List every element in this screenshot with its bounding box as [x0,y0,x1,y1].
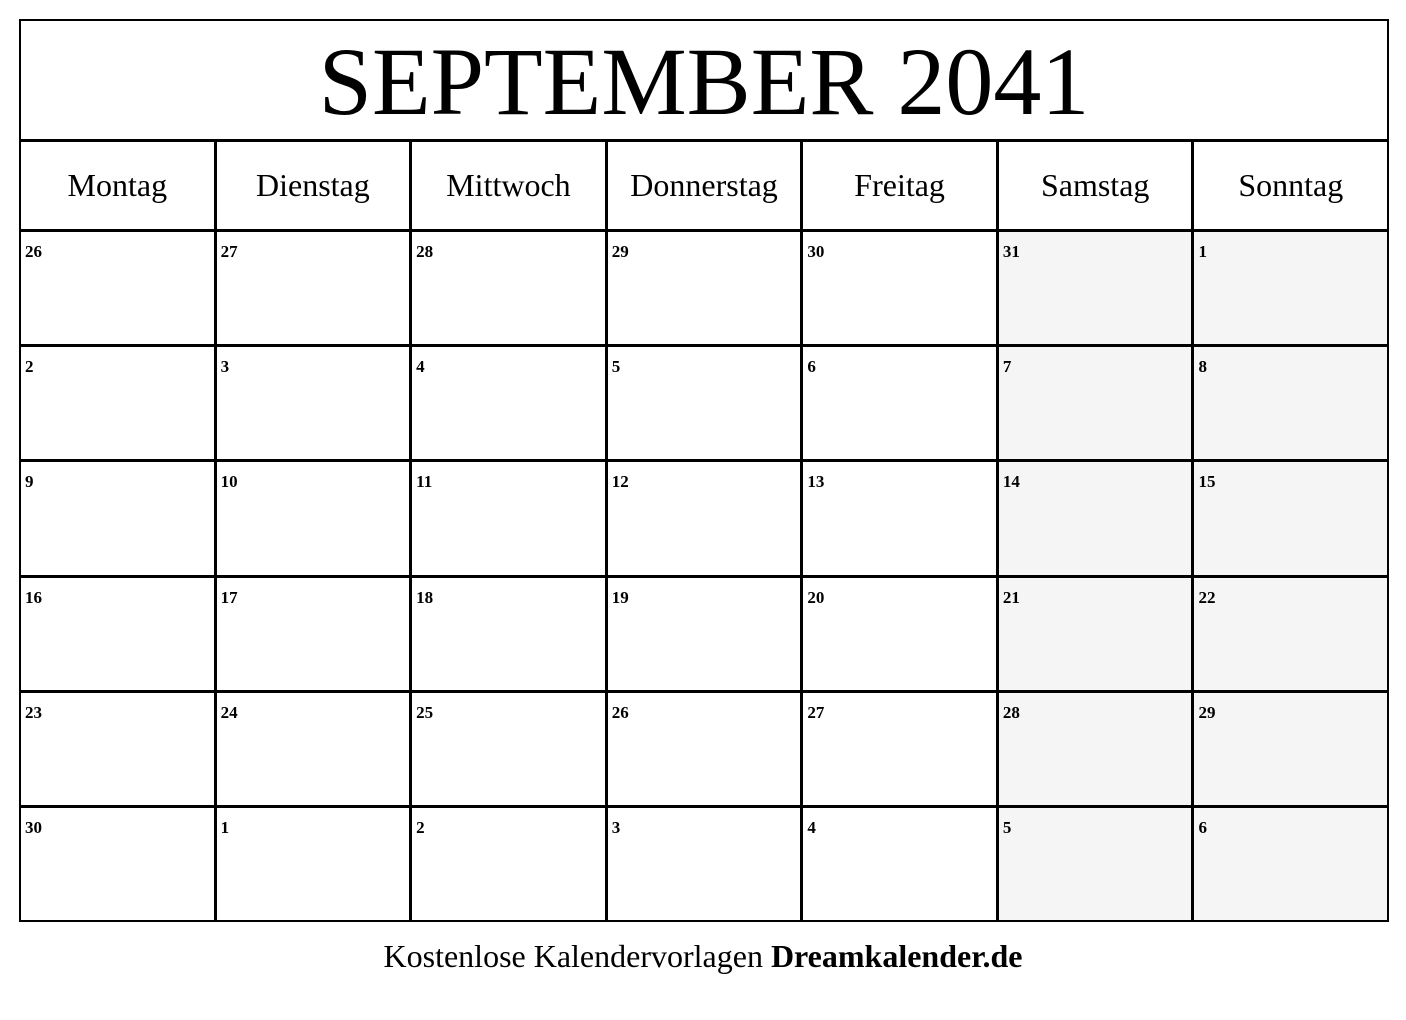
calendar-title: SEPTEMBER 2041 [318,28,1090,135]
day-cell [217,462,413,574]
day-number: 10 [220,472,238,492]
day-cell [803,462,999,574]
day-number: 27 [220,242,238,261]
day-cell-weekend [999,232,1195,344]
week-row [21,693,1387,808]
day-number: 6 [807,357,816,377]
day-number: 27 [807,702,825,722]
day-number: 3 [220,357,230,377]
day-number: 30 [25,817,42,837]
day-cell [608,693,804,805]
day-number: 3 [611,817,621,837]
week-row [21,808,1387,920]
day-cell [21,347,217,459]
day-cell-weekend [1194,578,1387,690]
day-cell-weekend [999,347,1195,459]
footer-brand-link[interactable]: Dreamkalender.de [770,938,1023,974]
day-number: 1 [220,817,230,837]
day-cell [412,232,608,344]
day-number: 2 [416,817,425,837]
day-number: 21 [1002,587,1020,607]
day-number: 28 [1002,702,1020,722]
day-number: 4 [416,357,425,377]
day-number: 26 [25,242,42,261]
day-cell [21,578,217,690]
footer-text: Kostenlose Kalendervorlagen [383,938,771,974]
day-cell [217,693,413,805]
day-number: 17 [220,587,238,607]
week-row [21,347,1387,462]
day-cell [412,462,608,574]
day-number: 1 [1198,242,1207,261]
day-cell [217,578,413,690]
day-number: 6 [1198,817,1207,837]
day-cell [21,462,217,574]
day-cell-weekend [1194,347,1387,459]
weekday-sunday: Sonntag [1238,167,1344,203]
weekday-wednesday: Mittwoch [412,142,608,229]
day-number: 9 [25,472,34,492]
day-cell [608,232,804,344]
day-number: 26 [611,702,629,722]
day-number: 2 [25,357,34,377]
day-number: 31 [1002,242,1020,261]
day-number: 13 [807,472,825,492]
calendar [19,19,1389,922]
day-cell [217,347,413,459]
day-cell [608,578,804,690]
day-cell [803,693,999,805]
week-row [21,462,1387,577]
weeks-grid [21,232,1387,920]
day-number: 18 [416,587,434,607]
day-number: 29 [1198,702,1216,722]
day-number: 24 [220,702,238,722]
weekday-tuesday: Dienstag [217,142,413,229]
day-cell [608,347,804,459]
day-number: 7 [1002,357,1012,377]
day-cell-weekend [999,693,1195,805]
day-number: 16 [25,587,42,607]
day-number: 23 [25,702,42,722]
day-cell [803,808,999,920]
day-number: 5 [611,357,621,377]
day-number: 28 [416,242,434,261]
weekday-monday: Montag [21,142,217,229]
day-number: 4 [807,817,816,837]
day-cell [608,808,804,920]
day-cell [803,232,999,344]
day-cell [217,232,413,344]
day-number: 15 [1198,472,1216,492]
day-cell-weekend [1194,693,1387,805]
day-number: 19 [611,587,629,607]
weekday-thursday: Donnerstag [608,142,804,229]
day-cell-weekend [1194,462,1387,574]
day-number: 5 [1002,817,1012,837]
day-cell-weekend [1194,808,1387,920]
day-cell [412,693,608,805]
weekday-header-row [21,142,1387,232]
day-cell-weekend [999,808,1195,920]
title-row [21,21,1387,142]
day-cell [803,347,999,459]
day-cell [412,808,608,920]
day-number: 12 [611,472,629,492]
day-number: 29 [611,242,629,261]
day-cell-weekend [1194,232,1387,344]
footer [0,938,1406,975]
day-cell [412,578,608,690]
day-number: 8 [1198,357,1207,377]
day-number: 25 [416,702,434,722]
week-row [21,578,1387,693]
day-cell [21,232,217,344]
day-cell-weekend [999,578,1195,690]
day-cell-weekend [999,462,1195,574]
day-number: 14 [1002,472,1020,492]
weekday-friday: Freitag [803,142,999,229]
day-number: 11 [416,472,433,492]
day-cell [803,578,999,690]
week-row [21,232,1387,347]
day-cell [608,462,804,574]
weekday-saturday: Samstag [999,142,1195,229]
day-cell [412,347,608,459]
day-number: 22 [1198,587,1216,607]
day-cell [21,808,217,920]
day-number: 20 [807,587,825,607]
day-cell [21,693,217,805]
day-cell [217,808,413,920]
day-number: 30 [807,242,825,261]
